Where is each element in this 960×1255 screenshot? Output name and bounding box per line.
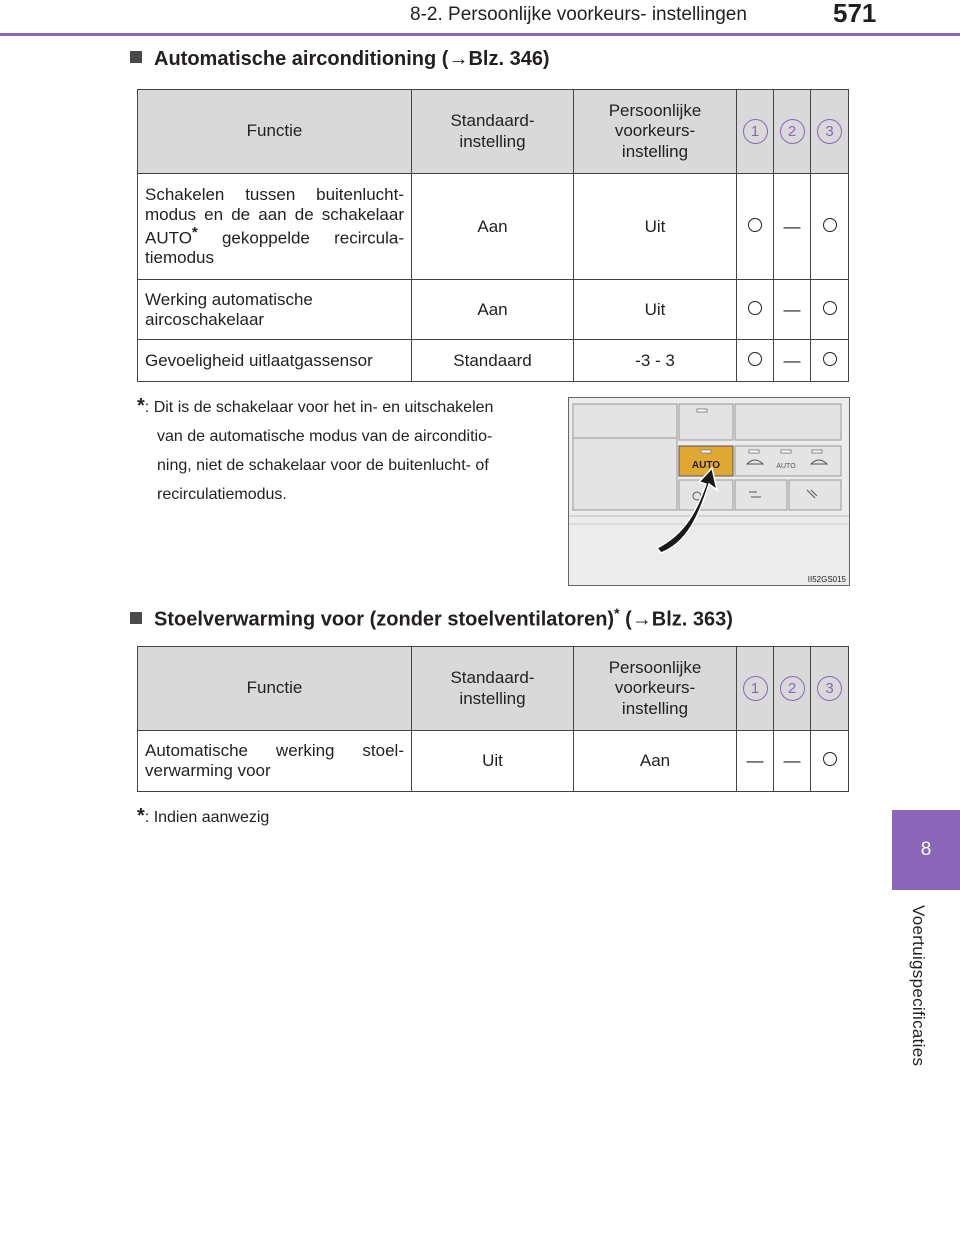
circle-mark-icon — [823, 352, 837, 366]
table-header-row — [138, 90, 849, 174]
footnote-if-present: *: Indien aanwezig — [137, 805, 270, 827]
row-function: Werking automatische aircoschakelaar — [138, 280, 412, 340]
circle-mark-icon — [748, 301, 762, 315]
row-default: Aan — [412, 174, 574, 280]
row-default: Standaard — [412, 340, 574, 382]
row-default: Uit — [412, 731, 574, 792]
col-header-default: Standaard- instelling — [412, 90, 574, 174]
header-rule — [0, 33, 960, 36]
mark-2: — — [774, 280, 811, 340]
seat-heating-table — [137, 646, 849, 792]
mark-1 — [737, 340, 774, 382]
col-header-default: Standaard- instelling — [412, 647, 574, 731]
chapter-title: Voertuigspecificaties — [909, 905, 928, 1067]
mark-3 — [811, 340, 849, 382]
row-custom: Uit — [574, 280, 737, 340]
row-function: Schakelen tussen buitenlucht- modus en de aan de schakelaar AUTO* gekoppelde recircula- tiemodus — [138, 174, 412, 280]
number-3-icon: 3 — [817, 119, 842, 144]
mark-1 — [737, 174, 774, 280]
bullet-square-icon — [130, 612, 142, 624]
mark-1 — [737, 280, 774, 340]
row-custom: Aan — [574, 731, 737, 792]
table-row — [138, 731, 849, 792]
image-code: II52GS015 — [807, 575, 846, 584]
mark-2: — — [774, 174, 811, 280]
number-2-icon: 2 — [780, 676, 805, 701]
col-header-function: Functie — [138, 90, 412, 174]
circle-mark-icon — [823, 752, 837, 766]
number-1-icon: 1 — [743, 119, 768, 144]
mark-2: — — [774, 731, 811, 792]
circle-mark-icon — [748, 352, 762, 366]
climate-panel-drawing — [569, 398, 849, 585]
svg-text:AUTO: AUTO — [776, 463, 796, 470]
mark-3 — [811, 174, 849, 280]
col-header-custom: Persoonlijke voorkeurs- instelling — [574, 647, 737, 731]
number-3-icon: 3 — [817, 676, 842, 701]
circle-mark-icon — [823, 218, 837, 232]
table-row — [138, 174, 849, 280]
chapter-tab: 8 — [892, 810, 960, 890]
row-custom: -3 - 3 — [574, 340, 737, 382]
bullet-square-icon — [130, 51, 142, 63]
number-2-icon: 2 — [780, 119, 805, 144]
section-heading-airco: Automatische airconditioning (→Blz. 346) — [130, 48, 550, 71]
climate-panel-illustration — [568, 397, 850, 586]
row-function: Automatische werking stoel- verwarming voor — [138, 731, 412, 792]
col-header-custom: Persoonlijke voorkeurs- instelling — [574, 90, 737, 174]
col-header-function: Functie — [138, 647, 412, 731]
row-custom: Uit — [574, 174, 737, 280]
section-heading-seat-heating: Stoelverwarming voor (zonder stoelventilatoren)* (→Blz. 363) — [130, 605, 733, 632]
page-number: 571 — [833, 0, 877, 28]
row-default: Aan — [412, 280, 574, 340]
circle-mark-icon — [748, 218, 762, 232]
mark-3 — [811, 731, 849, 792]
number-1-icon: 1 — [743, 676, 768, 701]
row-function: Gevoeligheid uitlaatgassensor — [138, 340, 412, 382]
mark-2: — — [774, 340, 811, 382]
auto-button-label: AUTO — [691, 460, 721, 471]
table-header-row — [138, 647, 849, 731]
table-row — [138, 340, 849, 382]
running-header-title: 8-2. Persoonlijke voorkeurs- instellingen — [410, 4, 747, 25]
airco-settings-table — [137, 89, 849, 382]
footnote-auto-switch: *: Dit is de schakelaar voor het in- en uitschakelen van de automatische modus van de airconditio- ning, niet de schakelaar voor de buitenlucht- of recirculatiemodus. — [137, 395, 494, 503]
table-row — [138, 280, 849, 340]
mark-3 — [811, 280, 849, 340]
mark-1: — — [737, 731, 774, 792]
circle-mark-icon — [823, 301, 837, 315]
